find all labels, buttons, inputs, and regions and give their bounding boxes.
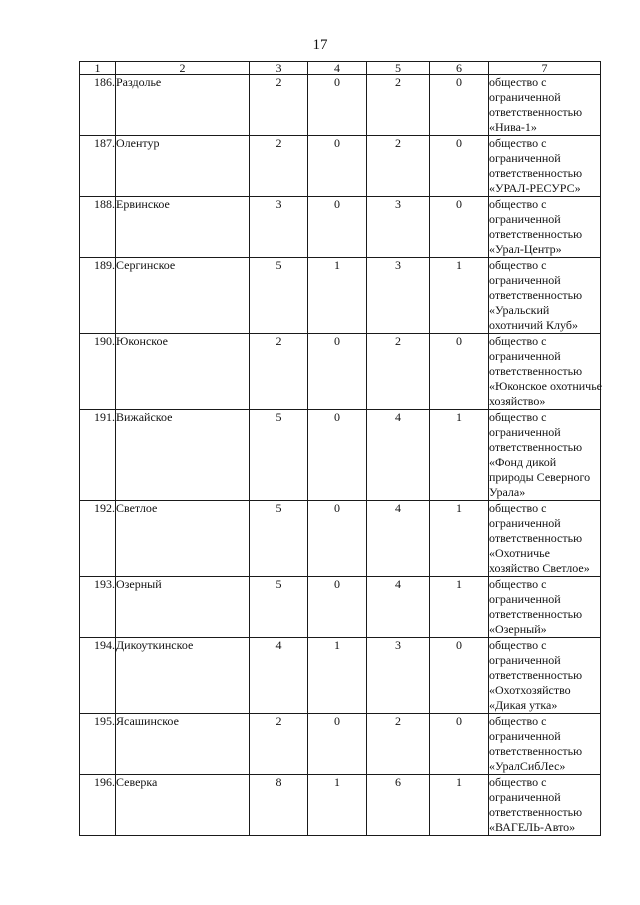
organization-line: «Охотхозяйство <box>489 683 571 697</box>
organization-cell <box>489 136 601 197</box>
value-cell-col4: 0 <box>308 410 367 501</box>
value-cell-col4: 0 <box>308 136 367 197</box>
value-cell-col5: 2 <box>367 714 430 775</box>
table-row <box>80 197 601 258</box>
organization-line: общество с <box>489 258 547 272</box>
value-cell-col4: 0 <box>308 197 367 258</box>
value-cell-col6: 1 <box>430 577 489 638</box>
hunting-ground-name-cell: Сергинское <box>116 258 250 334</box>
value-cell-col3: 5 <box>250 258 308 334</box>
row-number-cell: 190. <box>80 334 116 410</box>
organization-cell <box>489 501 601 577</box>
table-row <box>80 136 601 197</box>
hunting-ground-name-cell: Северка <box>116 775 250 836</box>
organization-cell <box>489 410 601 501</box>
value-cell-col6: 0 <box>430 75 489 136</box>
organization-line: общество с <box>489 334 547 348</box>
value-cell-col5: 4 <box>367 577 430 638</box>
table-row <box>80 410 601 501</box>
organization-line: «Урал-Центр» <box>489 242 562 256</box>
organization-line: ответственностью <box>489 805 583 819</box>
value-cell-col5: 2 <box>367 136 430 197</box>
value-cell-col3: 5 <box>250 410 308 501</box>
value-cell-col3: 2 <box>250 334 308 410</box>
table-row <box>80 258 601 334</box>
column-header: 6 <box>430 62 489 75</box>
value-cell-col5: 2 <box>367 334 430 410</box>
organization-cell <box>489 334 601 410</box>
value-cell-col3: 5 <box>250 577 308 638</box>
organization-line: общество с <box>489 577 547 591</box>
value-cell-col6: 0 <box>430 197 489 258</box>
column-header: 5 <box>367 62 430 75</box>
hunting-ground-name-cell: Озерный <box>116 577 250 638</box>
value-cell-col3: 8 <box>250 775 308 836</box>
value-cell-col5: 6 <box>367 775 430 836</box>
table-row <box>80 775 601 836</box>
organization-line: общество с <box>489 501 547 515</box>
value-cell-col6: 1 <box>430 410 489 501</box>
organization-line: «Уральский <box>489 303 550 317</box>
organization-line: «Охотничье <box>489 546 550 560</box>
organization-line: ответственностью <box>489 227 583 241</box>
organization-line: ограниченной <box>489 273 561 287</box>
row-number-cell: 196. <box>80 775 116 836</box>
organization-line: общество с <box>489 75 547 89</box>
hunting-ground-name-cell: Юконское <box>116 334 250 410</box>
value-cell-col6: 1 <box>430 775 489 836</box>
table-row <box>80 75 601 136</box>
value-cell-col3: 2 <box>250 136 308 197</box>
value-cell-col5: 4 <box>367 501 430 577</box>
value-cell-col6: 1 <box>430 501 489 577</box>
hunting-ground-name-cell: Раздолье <box>116 75 250 136</box>
organization-line: общество с <box>489 410 547 424</box>
value-cell-col3: 3 <box>250 197 308 258</box>
organization-line: ответственностью <box>489 166 583 180</box>
column-header: 3 <box>250 62 308 75</box>
organization-line: ограниченной <box>489 151 561 165</box>
column-header: 1 <box>80 62 116 75</box>
organization-line: ограниченной <box>489 516 561 530</box>
organization-line: ограниченной <box>489 790 561 804</box>
value-cell-col6: 0 <box>430 334 489 410</box>
row-number-cell: 191. <box>80 410 116 501</box>
organization-line: ограниченной <box>489 653 561 667</box>
value-cell-col4: 0 <box>308 501 367 577</box>
organization-cell <box>489 577 601 638</box>
row-number-cell: 188. <box>80 197 116 258</box>
organization-line: ответственностью <box>489 531 583 545</box>
row-number-cell: 187. <box>80 136 116 197</box>
organization-line: охотничий Клуб» <box>489 318 578 332</box>
organization-line: ограниченной <box>489 729 561 743</box>
organization-line: ответственностью <box>489 105 583 119</box>
organization-cell <box>489 714 601 775</box>
row-number-cell: 189. <box>80 258 116 334</box>
table-row <box>80 638 601 714</box>
row-number-cell: 193. <box>80 577 116 638</box>
column-header: 2 <box>116 62 250 75</box>
value-cell-col5: 3 <box>367 638 430 714</box>
value-cell-col6: 1 <box>430 258 489 334</box>
organization-cell <box>489 775 601 836</box>
hunting-ground-name-cell: Ервинское <box>116 197 250 258</box>
value-cell-col4: 0 <box>308 714 367 775</box>
organization-line: общество с <box>489 638 547 652</box>
hunting-ground-name-cell: Олентур <box>116 136 250 197</box>
organization-line: ограниченной <box>489 212 561 226</box>
hunting-ground-name-cell: Светлое <box>116 501 250 577</box>
hunting-ground-name-cell: Дикоуткинское <box>116 638 250 714</box>
organization-cell <box>489 197 601 258</box>
table-row <box>80 334 601 410</box>
organization-line: ответственностью <box>489 668 583 682</box>
value-cell-col5: 2 <box>367 75 430 136</box>
organization-line: «УРАЛ-РЕСУРС» <box>489 181 581 195</box>
organization-line: ограниченной <box>489 425 561 439</box>
value-cell-col3: 2 <box>250 714 308 775</box>
hunting-ground-name-cell: Вижайское <box>116 410 250 501</box>
column-number-row <box>80 62 601 75</box>
page-number: 17 <box>312 37 328 53</box>
value-cell-col5: 3 <box>367 197 430 258</box>
organization-line: «Нива-1» <box>489 120 537 134</box>
column-header: 4 <box>308 62 367 75</box>
table-row <box>80 714 601 775</box>
organization-line: общество с <box>489 775 547 789</box>
organization-line: природы Северного <box>489 470 591 484</box>
value-cell-col3: 5 <box>250 501 308 577</box>
value-cell-col4: 0 <box>308 334 367 410</box>
organization-line: «Фонд дикой <box>489 455 557 469</box>
value-cell-col4: 1 <box>308 775 367 836</box>
value-cell-col4: 1 <box>308 258 367 334</box>
organization-line: «Дикая утка» <box>489 698 558 712</box>
row-number-cell: 186. <box>80 75 116 136</box>
organization-line: «Юконское охотничье <box>489 379 603 393</box>
organization-line: хозяйство Светлое» <box>489 561 590 575</box>
organization-line: ответственностью <box>489 440 583 454</box>
value-cell-col5: 3 <box>367 258 430 334</box>
organization-cell <box>489 258 601 334</box>
organization-line: «Озерный» <box>489 622 547 636</box>
value-cell-col3: 4 <box>250 638 308 714</box>
row-number-cell: 192. <box>80 501 116 577</box>
organization-line: хозяйство» <box>489 394 546 408</box>
organization-line: Урала» <box>489 485 526 499</box>
row-number-cell: 194. <box>80 638 116 714</box>
organization-line: ограниченной <box>489 349 561 363</box>
hunting-grounds-table <box>79 61 601 836</box>
value-cell-col4: 1 <box>308 638 367 714</box>
organization-line: «УралСибЛес» <box>489 759 566 773</box>
table-row <box>80 577 601 638</box>
organization-line: общество с <box>489 197 547 211</box>
value-cell-col6: 0 <box>430 136 489 197</box>
organization-cell <box>489 75 601 136</box>
row-number-cell: 195. <box>80 714 116 775</box>
organization-line: ограниченной <box>489 90 561 104</box>
organization-line: общество с <box>489 136 547 150</box>
organization-line: общество с <box>489 714 547 728</box>
value-cell-col4: 0 <box>308 75 367 136</box>
organization-line: ограниченной <box>489 592 561 606</box>
organization-line: «ВАГЕЛЬ-Авто» <box>489 820 576 834</box>
table-row <box>80 501 601 577</box>
value-cell-col3: 2 <box>250 75 308 136</box>
value-cell-col4: 0 <box>308 577 367 638</box>
value-cell-col6: 0 <box>430 638 489 714</box>
organization-line: ответственностью <box>489 607 583 621</box>
column-header: 7 <box>489 62 601 75</box>
organization-line: ответственностью <box>489 364 583 378</box>
organization-line: ответственностью <box>489 744 583 758</box>
organization-cell <box>489 638 601 714</box>
hunting-ground-name-cell: Ясашинское <box>116 714 250 775</box>
value-cell-col6: 0 <box>430 714 489 775</box>
organization-line: ответственностью <box>489 288 583 302</box>
value-cell-col5: 4 <box>367 410 430 501</box>
